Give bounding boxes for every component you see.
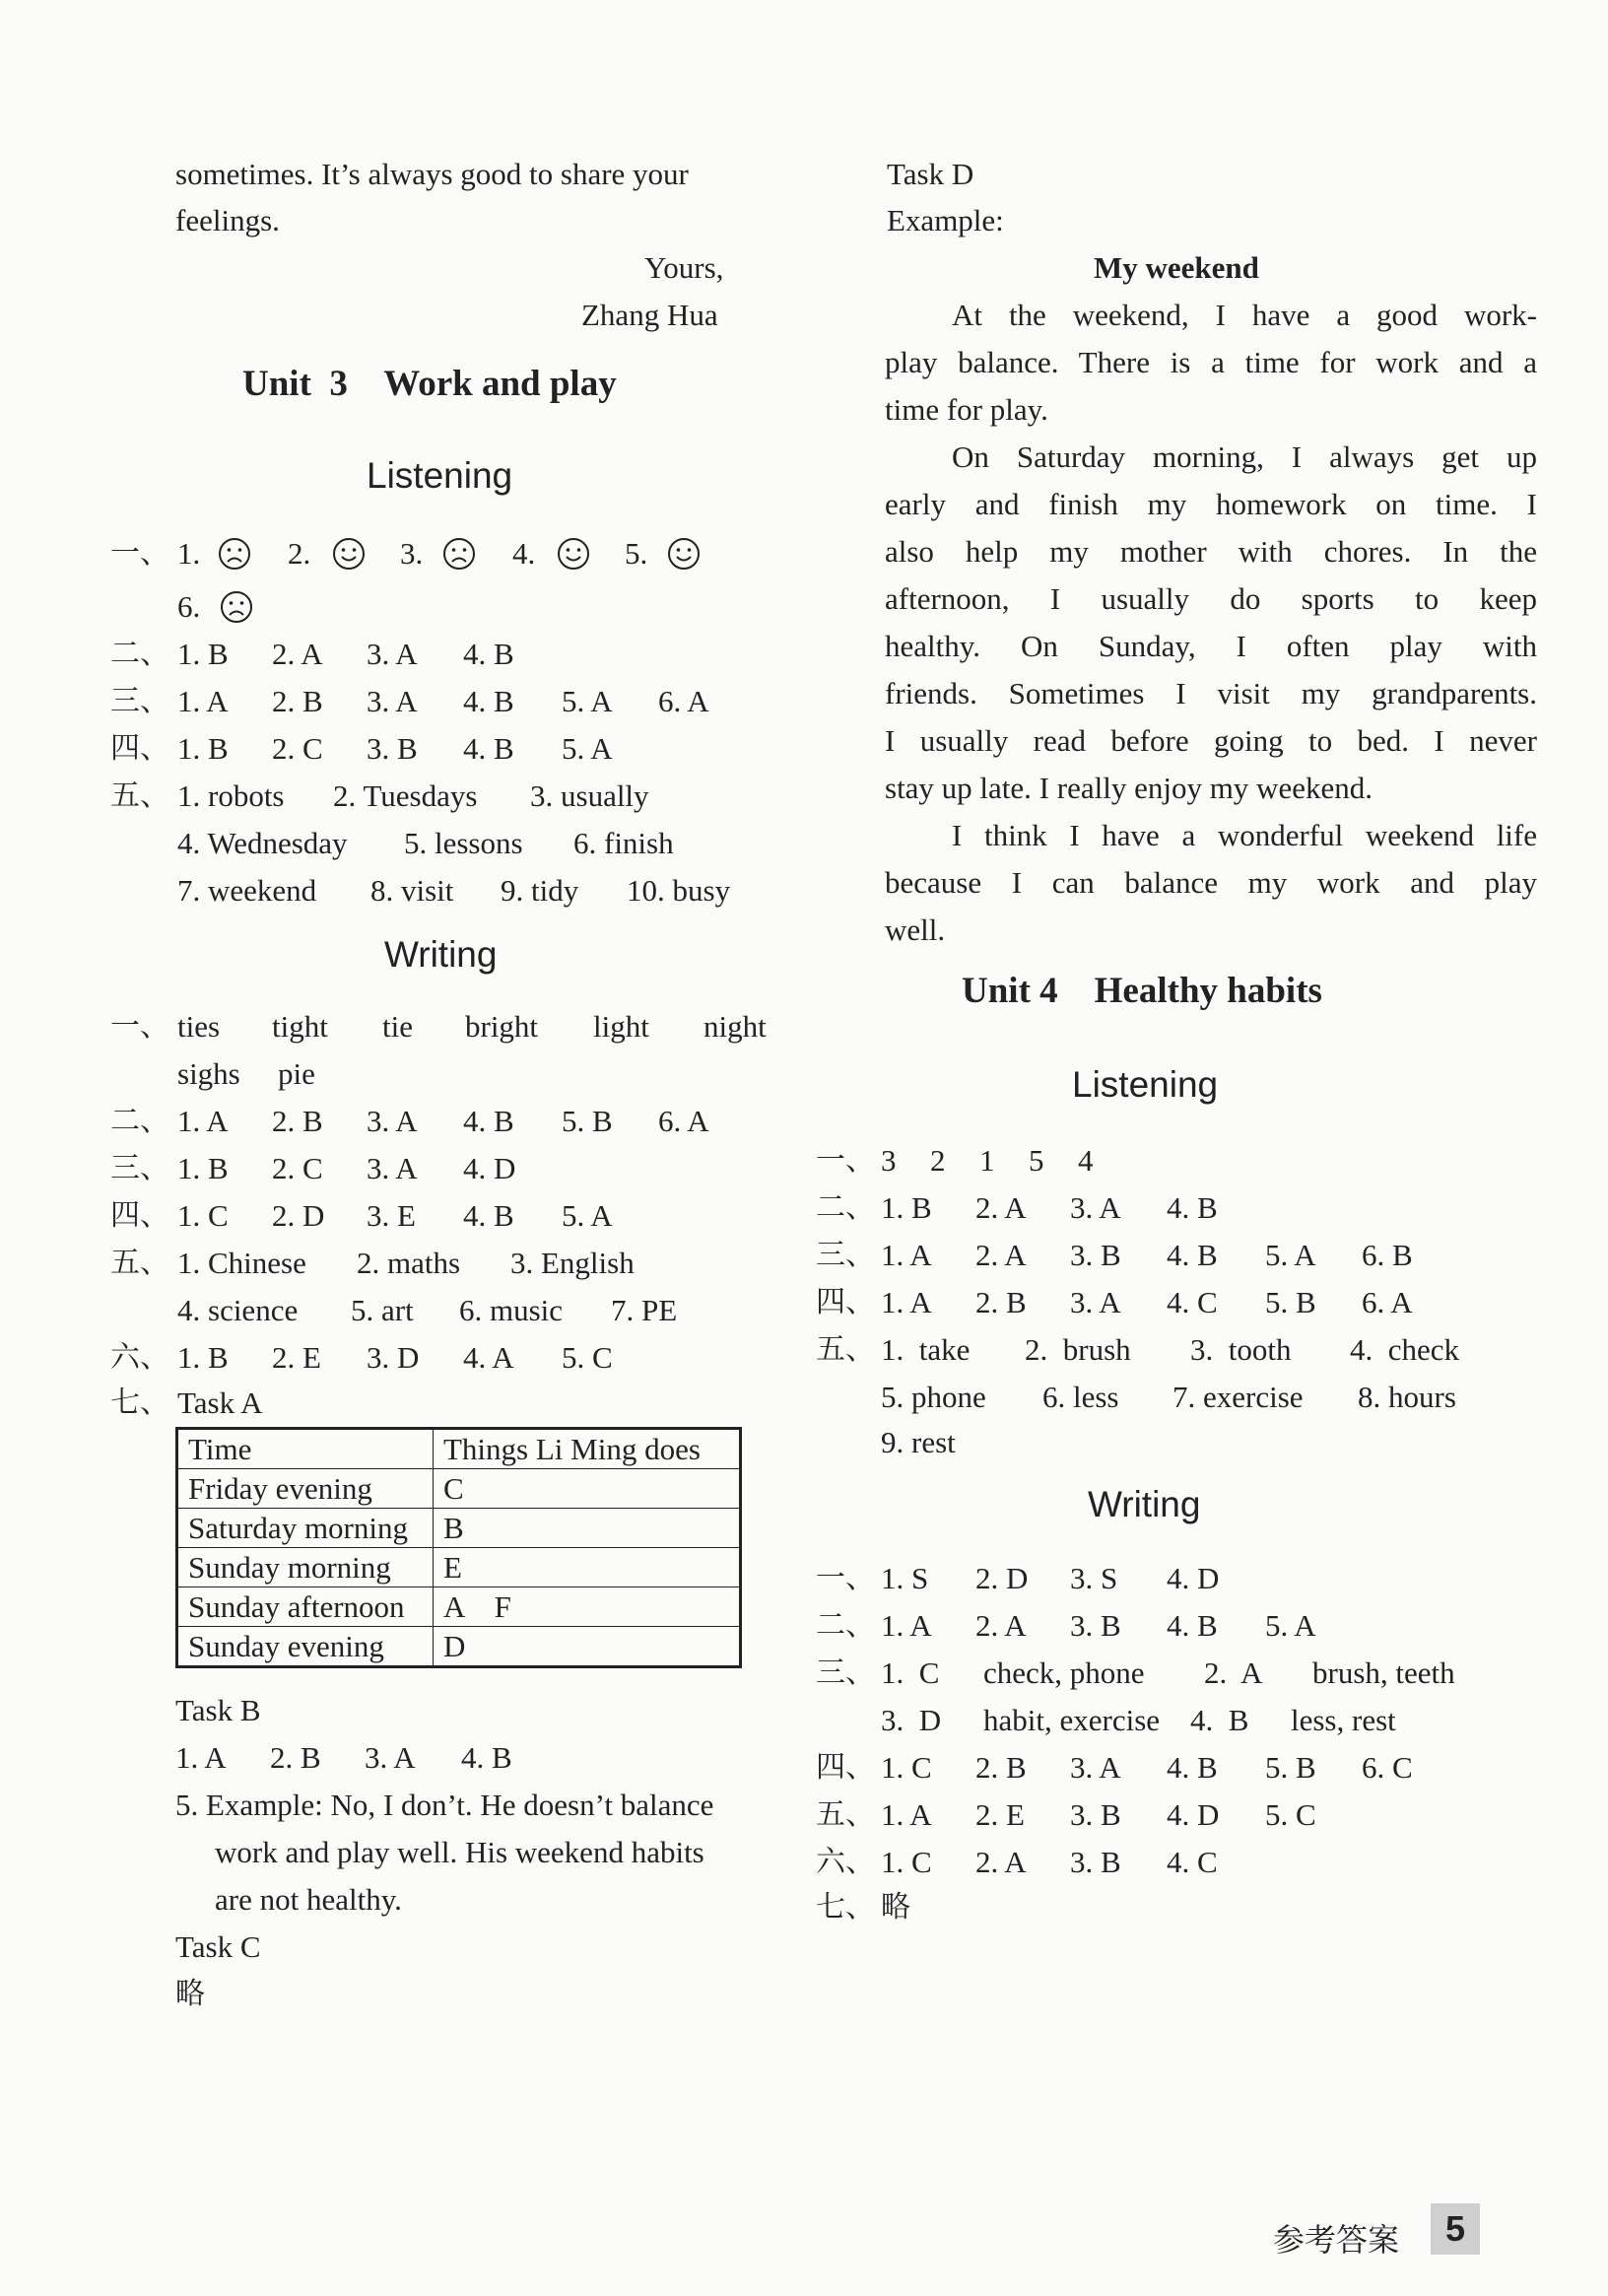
essay-line: well. xyxy=(885,912,946,947)
item: 4 xyxy=(1078,1143,1094,1178)
item: 6. C xyxy=(1362,1750,1413,1785)
item: 2. E xyxy=(975,1797,1025,1832)
item: 1. A xyxy=(177,684,229,718)
item: 2. B xyxy=(272,684,323,718)
item: 1. xyxy=(177,536,201,571)
item-label: 一、 xyxy=(816,1143,875,1178)
item: 4. C xyxy=(1167,1285,1218,1319)
page-number: 5 xyxy=(1431,2203,1480,2255)
item: 1. B xyxy=(177,731,229,766)
item-label: 四、 xyxy=(110,731,169,766)
item: 2. A xyxy=(975,1190,1027,1225)
item: 7. exercise xyxy=(1172,1380,1304,1414)
item: 3. S xyxy=(1070,1561,1118,1595)
item: 4. D xyxy=(1167,1561,1220,1595)
item: 2. maths xyxy=(357,1246,461,1280)
essay-line: On Saturday morning, I always get up xyxy=(952,439,1537,474)
item: 6. B xyxy=(1362,1238,1413,1272)
item: 5 xyxy=(1029,1143,1044,1178)
table-row xyxy=(177,1509,741,1548)
item: 2. xyxy=(288,536,311,571)
item: 1 xyxy=(979,1143,995,1178)
item: 3. usually xyxy=(530,778,649,813)
item: 4. B xyxy=(461,1740,512,1775)
item: sighs xyxy=(177,1056,240,1091)
essay-line: friends. Sometimes I visit my grandparents. xyxy=(885,676,1537,710)
item: 5. phone xyxy=(881,1380,986,1414)
item-label: 四、 xyxy=(816,1285,875,1319)
item-label: 二、 xyxy=(110,1104,169,1138)
unit3-title: Unit 3 Work and play xyxy=(242,364,617,404)
item: 6. xyxy=(177,589,201,624)
sad-face-icon xyxy=(217,536,252,572)
happy-face-icon xyxy=(331,536,367,572)
item: 1. A xyxy=(881,1608,932,1643)
item: 3. A xyxy=(1070,1750,1121,1785)
item: 3. A xyxy=(365,1740,416,1775)
item: 1. B xyxy=(177,1151,229,1185)
item: 1. A xyxy=(881,1797,932,1832)
item: 9. rest xyxy=(881,1425,956,1459)
item: 6. A xyxy=(658,684,709,718)
item: 2 xyxy=(930,1143,946,1178)
task-b-label: Task B xyxy=(175,1693,261,1727)
table-cell: Friday evening xyxy=(177,1469,434,1509)
item: 5. A xyxy=(1265,1608,1316,1643)
item-label: 二、 xyxy=(110,637,169,671)
item: 5. A xyxy=(562,731,613,766)
item: 5. A xyxy=(562,684,613,718)
item: 3. B xyxy=(1070,1238,1121,1272)
item: 4. D xyxy=(1167,1797,1220,1832)
item: 3. A xyxy=(1070,1285,1121,1319)
item: 6. music xyxy=(459,1293,564,1327)
item: 2. C xyxy=(272,731,323,766)
table-row xyxy=(177,1627,741,1667)
item: tight xyxy=(272,1009,328,1044)
item: 4. science xyxy=(177,1293,299,1327)
item: 1. C xyxy=(881,1845,932,1879)
item: 5. xyxy=(625,536,648,571)
item-label: 五、 xyxy=(816,1797,875,1832)
table-header-cell: Time xyxy=(177,1429,434,1469)
item-label: 一、 xyxy=(110,536,169,571)
essay-line: afternoon, I usually do sports to keep xyxy=(885,581,1537,616)
item: 2. A xyxy=(975,1238,1027,1272)
item: 9. tidy xyxy=(501,873,579,908)
table-cell: E xyxy=(434,1548,741,1587)
table-cell: C xyxy=(434,1469,741,1509)
item: habit, exercise xyxy=(983,1703,1161,1737)
task-d-label: Task D xyxy=(887,157,974,191)
table-cell: B xyxy=(434,1509,741,1548)
item: less, rest xyxy=(1291,1703,1396,1737)
table-cell: D xyxy=(434,1627,741,1667)
item: 3. B xyxy=(367,731,418,766)
task-a-table xyxy=(175,1427,742,1668)
item-label: 三、 xyxy=(110,1151,169,1185)
item: tie xyxy=(382,1009,413,1044)
item: 6. A xyxy=(1362,1285,1413,1319)
sad-face-icon xyxy=(219,589,254,625)
task-a-label: Task A xyxy=(177,1385,263,1420)
item: 2. D xyxy=(975,1561,1029,1595)
item: 2. B xyxy=(272,1104,323,1138)
item: 5. lessons xyxy=(404,826,523,860)
item: 2. A xyxy=(975,1845,1027,1879)
item: 4. B xyxy=(463,637,514,671)
essay-line: stay up late. I really enjoy my weekend. xyxy=(885,771,1373,805)
item: 4. B xyxy=(463,1198,514,1233)
item: 3. A xyxy=(367,684,418,718)
item-label: 四、 xyxy=(816,1750,875,1785)
essay-line: time for play. xyxy=(885,392,1048,427)
item: 1. C xyxy=(177,1198,229,1233)
item: 3. E xyxy=(367,1198,416,1233)
item: 1. S xyxy=(881,1561,929,1595)
letter-closing: Yours, xyxy=(644,250,724,285)
item: 5. B xyxy=(1265,1750,1316,1785)
letter-line: feelings. xyxy=(175,203,280,237)
item: 1. A xyxy=(177,1104,229,1138)
item: ties xyxy=(177,1009,221,1044)
item-label: 一、 xyxy=(816,1561,875,1595)
item: 8. visit xyxy=(370,873,454,908)
item-label: 六、 xyxy=(110,1340,169,1375)
task-b-answer-line: 5. Example: No, I don’t. He doesn’t balance xyxy=(175,1788,714,1822)
item: 3. D xyxy=(367,1340,420,1375)
item-label: 二、 xyxy=(816,1608,875,1643)
item: 5. B xyxy=(1265,1285,1316,1319)
essay-line: because I can balance my work and play xyxy=(885,865,1537,900)
item: 3. English xyxy=(510,1246,635,1280)
item: 4. B xyxy=(1167,1238,1218,1272)
essay-line: At the weekend, I have a good work- xyxy=(952,298,1537,332)
item-label: 一、 xyxy=(110,1009,169,1044)
unit4-writing-heading: Writing xyxy=(1088,1484,1201,1524)
letter-signature: Zhang Hua xyxy=(581,298,718,332)
unit3-writing-heading: Writing xyxy=(384,934,498,975)
item: 4. C xyxy=(1167,1845,1218,1879)
item: 1. B xyxy=(177,637,229,671)
item: 4. A xyxy=(463,1340,514,1375)
item: 3. B xyxy=(1070,1845,1121,1879)
item: 5. B xyxy=(562,1104,613,1138)
table-cell: Sunday evening xyxy=(177,1627,434,1667)
item: 3. A xyxy=(1070,1190,1121,1225)
item: 1. C xyxy=(881,1750,932,1785)
item: 4. B xyxy=(1190,1703,1249,1737)
happy-face-icon xyxy=(556,536,591,572)
item-label: 三、 xyxy=(110,684,169,718)
item: 5. A xyxy=(562,1198,613,1233)
item: 2. A xyxy=(272,637,323,671)
item: 5. A xyxy=(1265,1238,1316,1272)
item: 2. E xyxy=(272,1340,321,1375)
item-label: 七、 xyxy=(110,1385,169,1420)
item: 6. A xyxy=(658,1104,709,1138)
item-label: 二、 xyxy=(816,1190,875,1225)
item: check, phone xyxy=(983,1655,1145,1690)
item: 2. B xyxy=(975,1750,1027,1785)
item: 2. D xyxy=(272,1198,325,1233)
essay-line: early and finish my homework on time. I xyxy=(885,487,1537,521)
task-c-answer: 略 xyxy=(175,1977,205,2011)
footer-label: 参考答案 xyxy=(1273,2221,1400,2259)
table-cell: Sunday afternoon xyxy=(177,1587,434,1627)
item: 3. D xyxy=(881,1703,942,1737)
task-b-answer-line: work and play well. His weekend habits xyxy=(215,1835,704,1869)
item: 1. B xyxy=(881,1190,932,1225)
item: 1. A xyxy=(881,1285,932,1319)
item: 3. B xyxy=(1070,1608,1121,1643)
unit4-listening-heading: Listening xyxy=(1072,1064,1219,1105)
item: 1. take xyxy=(881,1332,971,1367)
table-row xyxy=(177,1587,741,1627)
item-label: 三、 xyxy=(816,1655,875,1690)
item: night xyxy=(704,1009,767,1044)
item-label: 六、 xyxy=(816,1845,875,1879)
item: brush, teeth xyxy=(1312,1655,1455,1690)
item: 3. A xyxy=(367,1104,418,1138)
item: 1. A xyxy=(881,1238,932,1272)
item: bright xyxy=(465,1009,539,1044)
table-row xyxy=(177,1429,741,1469)
item: 7. weekend xyxy=(177,873,317,908)
item: 4. D xyxy=(463,1151,516,1185)
item-label: 五、 xyxy=(816,1332,875,1367)
item: 3. A xyxy=(367,1151,418,1185)
item: 4. B xyxy=(463,684,514,718)
item: 3. tooth xyxy=(1190,1332,1292,1367)
item: 2. Tuesdays xyxy=(333,778,478,813)
item: 3. B xyxy=(1070,1797,1121,1832)
unit4-title: Unit 4 Healthy habits xyxy=(962,971,1322,1011)
essay-title: My weekend xyxy=(1094,250,1259,285)
item: 2. C xyxy=(272,1151,323,1185)
item: 2. B xyxy=(270,1740,321,1775)
example-label: Example: xyxy=(887,203,1004,237)
item: 2. A xyxy=(975,1608,1027,1643)
item-label: 五、 xyxy=(110,1246,169,1280)
item: 4. B xyxy=(1167,1190,1218,1225)
item: 1. A xyxy=(175,1740,227,1775)
item: 4. B xyxy=(1167,1750,1218,1785)
item: 1. Chinese xyxy=(177,1246,306,1280)
item: 4. Wednesday xyxy=(177,826,348,860)
item: 2. B xyxy=(975,1285,1027,1319)
item: 5. C xyxy=(1265,1797,1316,1832)
item: 8. hours xyxy=(1358,1380,1456,1414)
sad-face-icon xyxy=(441,536,477,572)
item: 1. robots xyxy=(177,778,285,813)
unit3-listening-heading: Listening xyxy=(367,455,513,496)
item: 4. B xyxy=(463,1104,514,1138)
item: 7. PE xyxy=(611,1293,678,1327)
item-label: 四、 xyxy=(110,1198,169,1233)
item: 3. A xyxy=(367,637,418,671)
essay-line: I usually read before going to bed. I never xyxy=(885,723,1537,758)
item: 4. xyxy=(512,536,536,571)
item: 2. A xyxy=(1204,1655,1263,1690)
table-cell: Sunday morning xyxy=(177,1548,434,1587)
item: 2. brush xyxy=(1025,1332,1131,1367)
item: 4. B xyxy=(463,731,514,766)
table-row xyxy=(177,1548,741,1587)
item: 3 xyxy=(881,1143,897,1178)
item: pie xyxy=(278,1056,315,1091)
item: 10. busy xyxy=(627,873,731,908)
item: 略 xyxy=(881,1890,910,1925)
item: 5. art xyxy=(351,1293,414,1327)
item: 4. B xyxy=(1167,1608,1218,1643)
table-cell: Saturday morning xyxy=(177,1509,434,1548)
item: 4. check xyxy=(1350,1332,1460,1367)
table-row xyxy=(177,1469,741,1509)
table-header-cell: Things Li Ming does xyxy=(434,1429,741,1469)
item: 6. less xyxy=(1042,1380,1119,1414)
table-cell: A F xyxy=(434,1587,741,1627)
task-c-label: Task C xyxy=(175,1929,261,1964)
essay-line: play balance. There is a time for work and a xyxy=(885,345,1537,379)
item-label: 三、 xyxy=(816,1238,875,1272)
item: 1. C xyxy=(881,1655,940,1690)
item-label: 七、 xyxy=(816,1890,875,1925)
essay-line: also help my mother with chores. In the xyxy=(885,534,1537,569)
item: 5. C xyxy=(562,1340,613,1375)
task-b-answer-line: are not healthy. xyxy=(215,1882,402,1917)
essay-line: healthy. On Sunday, I often play with xyxy=(885,629,1537,663)
item: 3. xyxy=(400,536,424,571)
item: 6. finish xyxy=(573,826,674,860)
item: light xyxy=(593,1009,649,1044)
essay-line: I think I have a wonderful weekend life xyxy=(952,818,1537,852)
item: 1. B xyxy=(177,1340,229,1375)
item-label: 五、 xyxy=(110,778,169,813)
letter-line: sometimes. It’s always good to share your xyxy=(175,157,689,191)
happy-face-icon xyxy=(666,536,702,572)
